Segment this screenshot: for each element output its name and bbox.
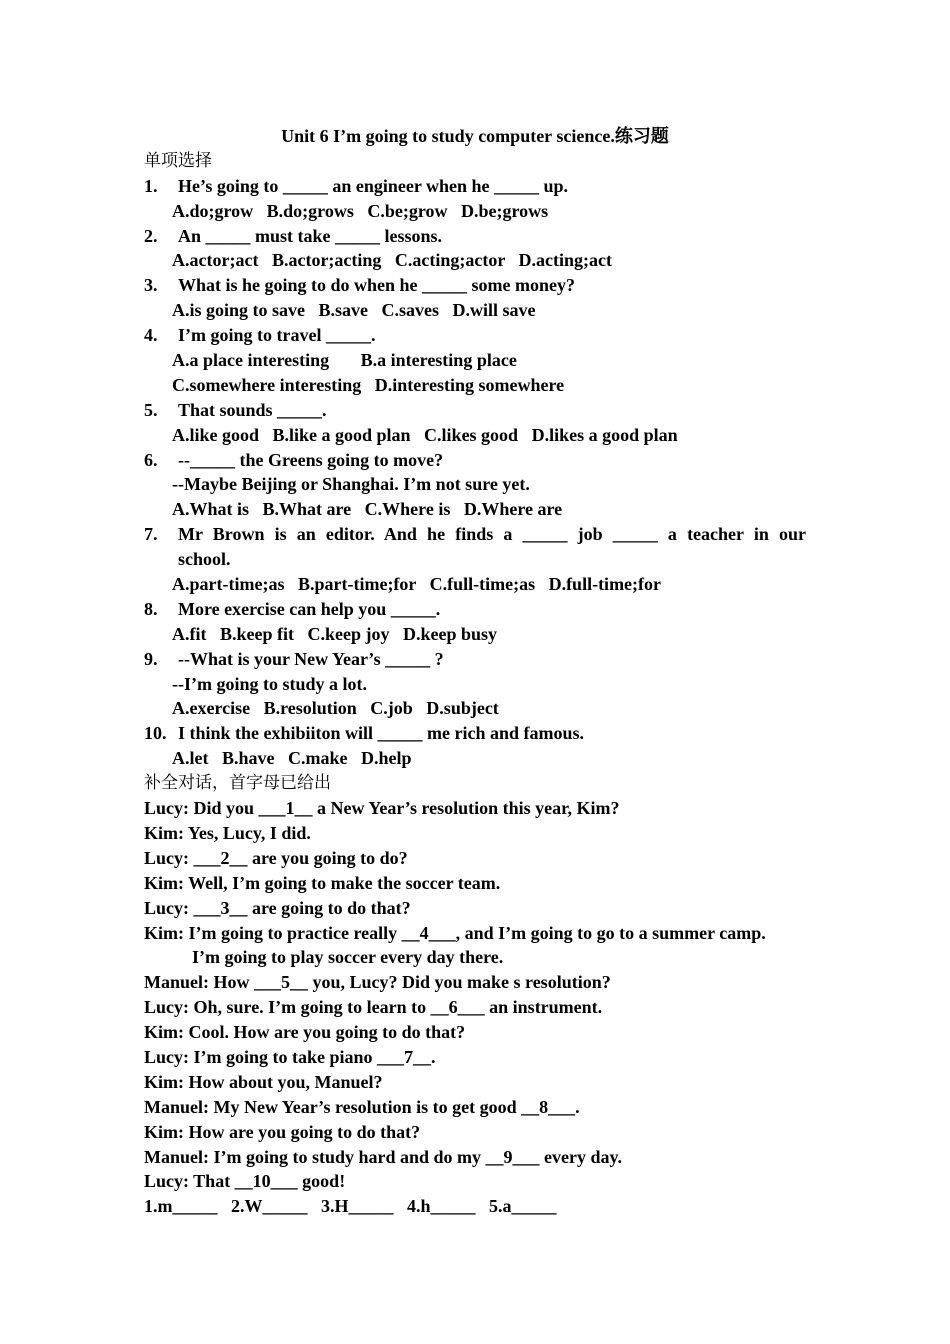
dialogue-line: Lucy: Did you ___1__ a New Year’s resolution this year, Kim? xyxy=(144,798,620,819)
page-title: Unit 6 I’m going to study computer science.练习题 xyxy=(281,126,669,146)
question-text: An _____ must take _____ lessons. xyxy=(178,225,443,246)
section-heading-multiple-choice: 单项选择 xyxy=(144,150,212,171)
question-4 xyxy=(144,323,806,348)
question-9 xyxy=(144,647,806,672)
question-number: 7. xyxy=(144,524,158,545)
dialogue-line: Lucy: I’m going to take piano ___7__. xyxy=(144,1046,436,1067)
question-text: --_____ the Greens going to move? xyxy=(178,449,444,470)
question-10-options: A.let B.have C.make D.help xyxy=(172,748,412,769)
question-8 xyxy=(144,597,806,622)
question-2-options: A.actor;act B.actor;acting C.acting;actor D.acting;act xyxy=(172,250,613,271)
question-8-options: A.fit B.keep fit C.keep joy D.keep busy xyxy=(172,623,498,644)
dialogue-line: Manuel: I’m going to study hard and do my __9___ every day. xyxy=(144,1146,623,1167)
question-6 xyxy=(144,448,806,473)
answer-blanks-line: 1.m_____ 2.W_____ 3.H_____ 4.h_____ 5.a_____ xyxy=(144,1196,557,1217)
question-text: I think the exhibiiton will _____ me rich and famous. xyxy=(178,723,585,744)
dialogue-line: Kim: Well, I’m going to make the soccer team. xyxy=(144,872,501,893)
question-text: --What is your New Year’s _____ ? xyxy=(178,648,444,669)
question-number: 10. xyxy=(144,723,167,744)
question-text: What is he going to do when he _____ some money? xyxy=(178,275,576,296)
question-number: 8. xyxy=(144,598,158,619)
question-number: 2. xyxy=(144,225,158,246)
question-number: 4. xyxy=(144,325,158,346)
question-7-continued: school. xyxy=(178,549,231,570)
dialogue-line: Lucy: ___2__ are you going to do? xyxy=(144,847,408,868)
dialogue-line: Lucy: That __10___ good! xyxy=(144,1171,346,1192)
question-6-options: A.What is B.What are C.Where is D.Where are xyxy=(172,499,563,520)
question-4-options-c-d: C.somewhere interesting D.interesting somewhere xyxy=(172,374,565,395)
dialogue-line: Kim: Cool. How are you going to do that? xyxy=(144,1022,466,1043)
question-7-options: A.part-time;as B.part-time;for C.full-time;as D.full-time;for xyxy=(172,574,662,595)
question-6-reply: --Maybe Beijing or Shanghai. I’m not sure yet. xyxy=(172,474,530,495)
question-number: 5. xyxy=(144,399,158,420)
dialogue-line: Kim: I’m going to practice really __4___, and I’m going to go to a summer camp. xyxy=(144,922,766,943)
question-3-options: A.is going to save B.save C.saves D.will save xyxy=(172,300,536,321)
question-9-reply: --I’m going to study a lot. xyxy=(172,673,368,694)
dialogue-line: Manuel: How ___5__ you, Lucy? Did you make s resolution? xyxy=(144,972,611,993)
question-4-options-a-b: A.a place interesting B.a interesting place xyxy=(172,350,517,371)
worksheet-page xyxy=(144,124,806,1219)
question-text: I’m going to travel _____. xyxy=(178,325,376,346)
question-1-options: A.do;grow B.do;grows C.be;grow D.be;grows xyxy=(172,200,549,221)
question-text: More exercise can help you _____. xyxy=(178,598,441,619)
question-5-options: A.like good B.like a good plan C.likes good D.likes a good plan xyxy=(172,424,678,445)
question-5 xyxy=(144,398,806,423)
dialogue-line: Kim: Yes, Lucy, I did. xyxy=(144,822,311,843)
dialogue-line: Lucy: ___3__ are going to do that? xyxy=(144,897,411,918)
question-1 xyxy=(144,174,806,199)
dialogue-line: Manuel: My New Year’s resolution is to get good __8___. xyxy=(144,1096,580,1117)
section-heading-dialogue: 补全对话，首字母已给出 xyxy=(144,773,331,794)
question-text: Mr Brown is an editor. And he finds a _____ job _____ a teacher in our xyxy=(178,524,806,545)
question-10 xyxy=(144,721,806,746)
question-9-options: A.exercise B.resolution C.job D.subject xyxy=(172,698,499,719)
question-number: 1. xyxy=(144,175,158,196)
question-text: He’s going to _____ an engineer when he _____ up. xyxy=(178,175,569,196)
question-number: 3. xyxy=(144,275,158,296)
question-2 xyxy=(144,224,806,249)
question-3 xyxy=(144,273,806,298)
dialogue-line: Kim: How are you going to do that? xyxy=(144,1121,421,1142)
question-text: That sounds _____. xyxy=(178,399,327,420)
dialogue-line-continued: I’m going to play soccer every day there. xyxy=(192,947,504,968)
question-7 xyxy=(144,522,806,547)
dialogue-line: Lucy: Oh, sure. I’m going to learn to __6___ an instrument. xyxy=(144,997,603,1018)
dialogue-line: Kim: How about you, Manuel? xyxy=(144,1071,383,1092)
question-number: 9. xyxy=(144,648,158,669)
question-number: 6. xyxy=(144,449,158,470)
